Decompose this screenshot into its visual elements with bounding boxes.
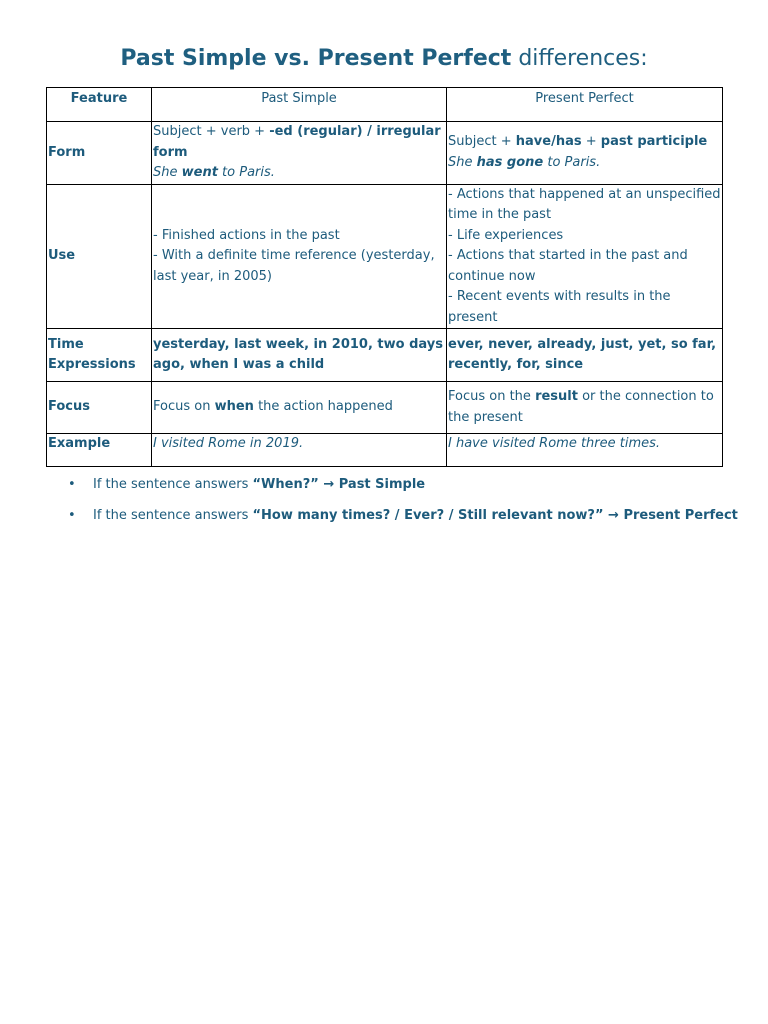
page-title: [0, 44, 768, 74]
title-bold: Past Simple vs. Present Perfect: [120, 46, 512, 71]
header-feature: Feature: [47, 88, 152, 122]
bullet-icon: •: [68, 477, 76, 492]
list-item: [68, 505, 738, 536]
notes-list: [68, 474, 738, 536]
table-header-row: [47, 88, 723, 122]
use-present-item: - Recent events with results in the present: [448, 289, 671, 325]
text: Subject +: [448, 134, 516, 150]
text-bold: went: [181, 165, 218, 180]
cell-form-present: [447, 122, 723, 185]
row-label-use: Use: [47, 184, 152, 329]
text: to Paris.: [543, 154, 601, 170]
text-bold: has gone: [476, 154, 544, 170]
form-past-line1: [153, 122, 445, 163]
note-strong: “How many times? / Ever? / Still relevant now?” → Present Perfect: [252, 508, 738, 523]
note-prefix: If the sentence answers: [93, 508, 253, 523]
title-normal: differences:: [518, 46, 648, 71]
text: She: [153, 165, 182, 180]
row-label-focus: Focus: [47, 382, 152, 434]
text: +: [581, 134, 601, 150]
bullet-icon: •: [68, 508, 76, 523]
note-strong: “When?” → Past Simple: [252, 477, 426, 492]
cell-time-past: yesterday, last week, in 2010, two days ago, when I was a child: [152, 329, 447, 382]
text: Focus on the: [448, 389, 536, 404]
cell-use-past: [152, 184, 447, 329]
text: or the connection to the present: [448, 389, 714, 425]
cell-time-present: ever, never, already, just, yet, so far, recently, for, since: [447, 329, 723, 382]
cell-example-present: I have visited Rome three times.: [447, 434, 723, 467]
text: Subject + verb +: [153, 124, 270, 139]
form-past-line2: [153, 163, 445, 184]
text-bold: result: [535, 389, 578, 404]
table-row-use: [47, 184, 723, 329]
cell-use-present: [447, 184, 723, 329]
text-bold: when: [214, 399, 254, 415]
header-past-simple: Past Simple: [152, 88, 447, 122]
note-prefix: If the sentence answers: [93, 477, 253, 492]
cell-focus-present: [447, 382, 723, 434]
text-bold: -ed (regular) / irregular form: [153, 124, 441, 160]
form-present-line1: [448, 132, 721, 153]
row-label-form: Form: [47, 122, 152, 185]
list-item: [68, 474, 738, 505]
row-label-time-expressions: Time Expressions: [47, 329, 152, 382]
table-row-focus: [47, 382, 723, 434]
text-bold: past participle: [600, 134, 708, 150]
use-present-item: - Actions that started in the past and continue now: [448, 248, 688, 284]
comparison-table: [46, 87, 723, 467]
text: Focus on: [153, 399, 215, 415]
text: the action happened: [253, 399, 393, 415]
use-present-item: - Actions that happened at an unspecified time in the past: [448, 186, 721, 222]
text: to Paris.: [217, 165, 275, 180]
use-past-item: - Finished actions in the past: [153, 227, 340, 243]
table-row-example: [47, 434, 723, 467]
cell-focus-past: [152, 382, 447, 434]
use-past-item: - With a definite time reference (yesterday, last year, in 2005): [153, 248, 435, 284]
header-present-perfect: Present Perfect: [447, 88, 723, 122]
table-row-time-expressions: [47, 329, 723, 382]
table-row-form: [47, 122, 723, 185]
row-label-example: Example: [47, 434, 152, 467]
form-present-line2: [448, 153, 721, 174]
cell-example-past: I visited Rome in 2019.: [152, 434, 447, 467]
text: She: [448, 154, 477, 170]
text-bold: have/has: [515, 134, 582, 150]
use-present-item: - Life experiences: [448, 227, 564, 243]
cell-form-past: [152, 122, 447, 185]
